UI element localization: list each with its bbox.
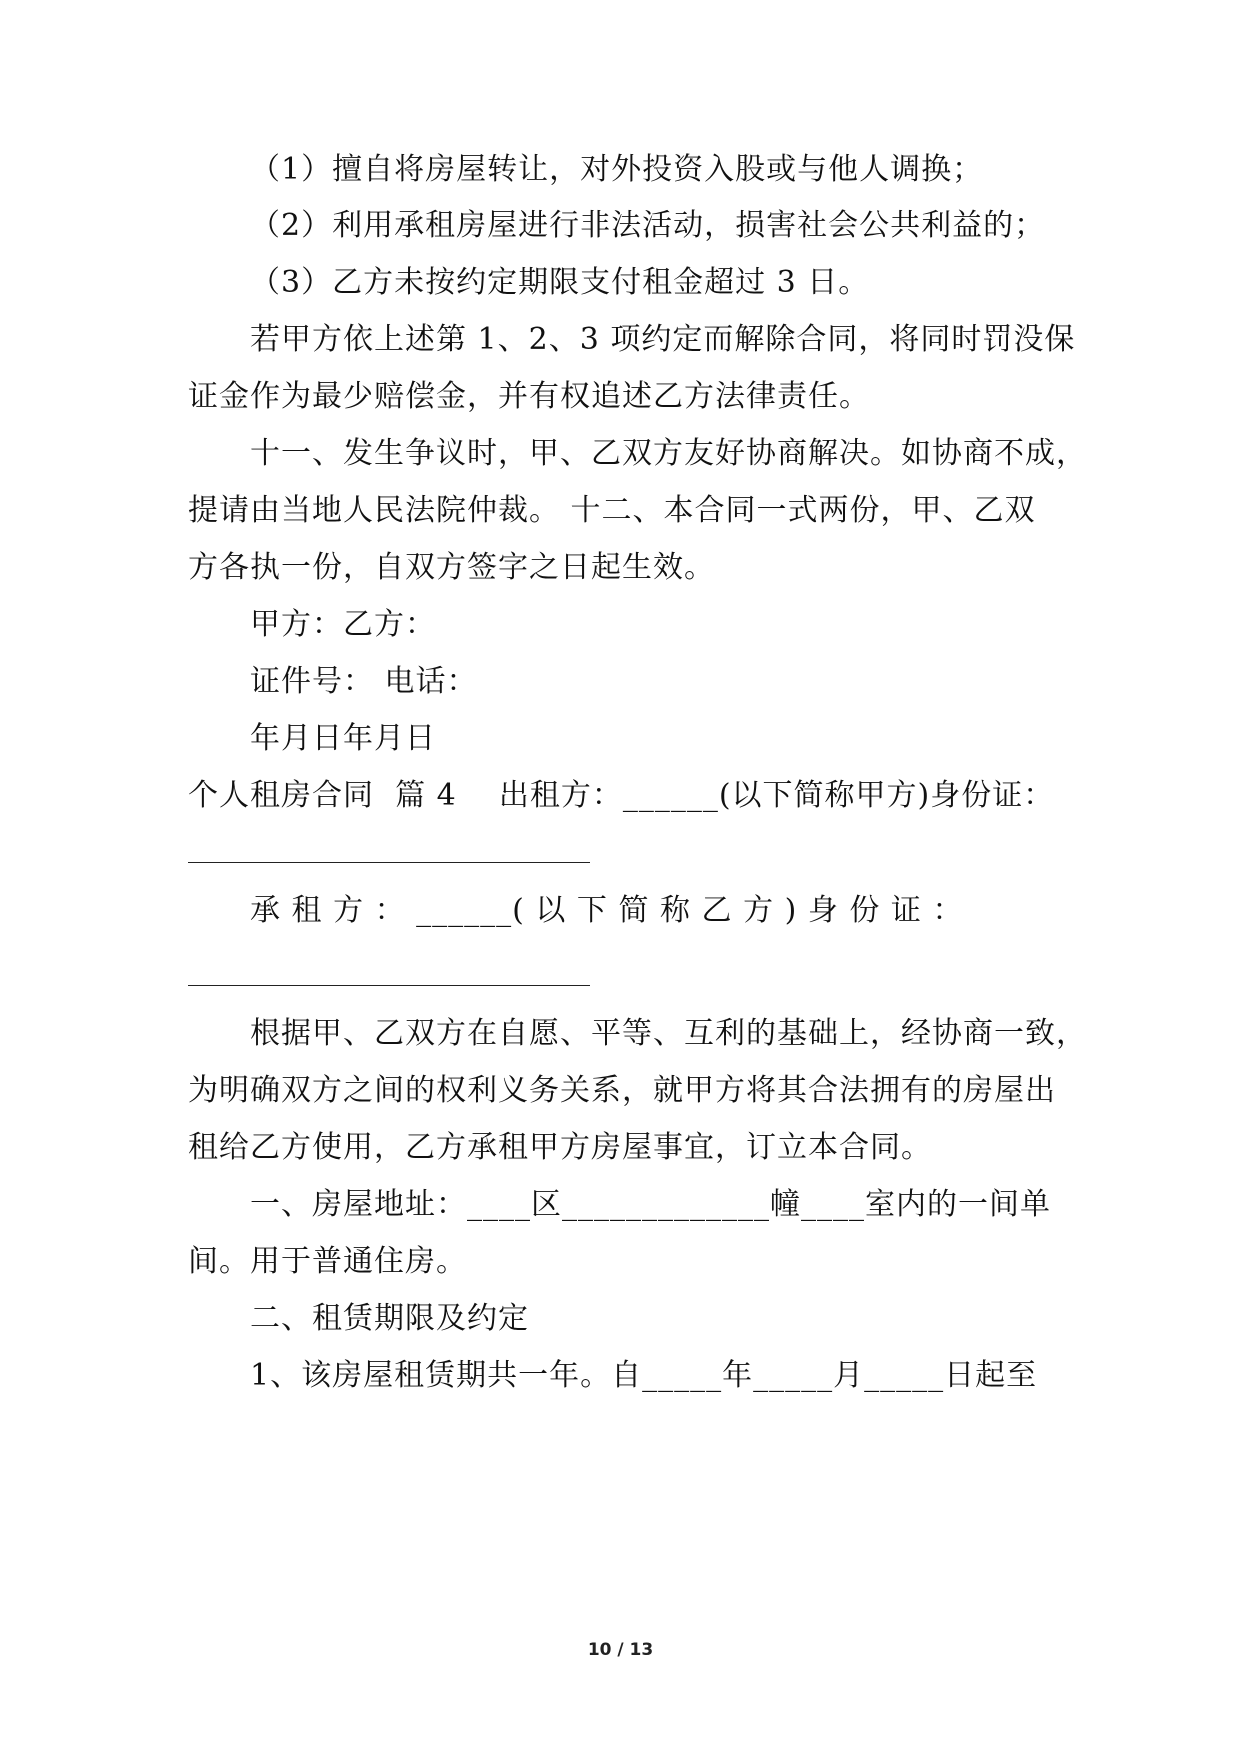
- preamble-line-1: 根据甲、乙双方在自愿、平等、互利的基础上，经协商一致，: [250, 1016, 1087, 1051]
- preamble-line-3: 租给乙方使用，乙方承租甲方房屋事宜，订立本合同。: [188, 1130, 932, 1165]
- address-line-1: 一、房屋地址：____区_____________幢____室内的一间单: [250, 1187, 1051, 1222]
- paragraph-dispute-line-3: 方各执一份，自双方签字之日起生效。: [188, 550, 715, 585]
- clause-item-2: （2）利用承租房屋进行非法活动，损害社会公共利益的；: [250, 208, 1046, 243]
- id-blank-line-lessor: [188, 862, 590, 863]
- lessee-line: 承 租 方 ： ______( 以 下 简 称 乙 方 ) 身 份 证 ：: [250, 893, 964, 928]
- preamble-line-2: 为明确双方之间的权利义务关系，就甲方将其合法拥有的房屋出: [188, 1073, 1056, 1108]
- clause-item-1: （1）擅自将房屋转让，对外投资入股或与他人调换；: [250, 152, 984, 187]
- signature-id-phone: 证件号： 电话：: [250, 664, 478, 699]
- paragraph-termination-line-1: 若甲方依上述第 1、2、3 项约定而解除合同，将同时罚没保: [250, 322, 1076, 357]
- paragraph-dispute-line-2: 提请由当地人民法院仲裁。 十二、本合同一式两份，甲、乙双: [188, 493, 1036, 528]
- contract-4-heading: 个人租房合同 篇 4 出租方：______(以下简称甲方)身份证：: [188, 778, 1055, 813]
- section-lease-term-heading: 二、租赁期限及约定: [250, 1301, 529, 1336]
- page-number: 10 / 13: [587, 1640, 654, 1660]
- lease-term-line-1: 1、该房屋租赁期共一年。自_____年_____月_____日起至: [250, 1358, 1038, 1393]
- clause-item-3: （3）乙方未按约定期限支付租金超过 3 日。: [250, 265, 870, 300]
- id-blank-line-lessee: [188, 985, 590, 986]
- paragraph-termination-line-2: 证金作为最少赔偿金，并有权追述乙方法律责任。: [188, 379, 870, 414]
- paragraph-dispute-line-1: 十一、发生争议时，甲、乙双方友好协商解决。如协商不成，: [250, 436, 1087, 471]
- signature-dates: 年月日年月日: [250, 721, 436, 756]
- signature-parties: 甲方：乙方：: [250, 607, 436, 642]
- address-line-2: 间。用于普通住房。: [188, 1244, 467, 1279]
